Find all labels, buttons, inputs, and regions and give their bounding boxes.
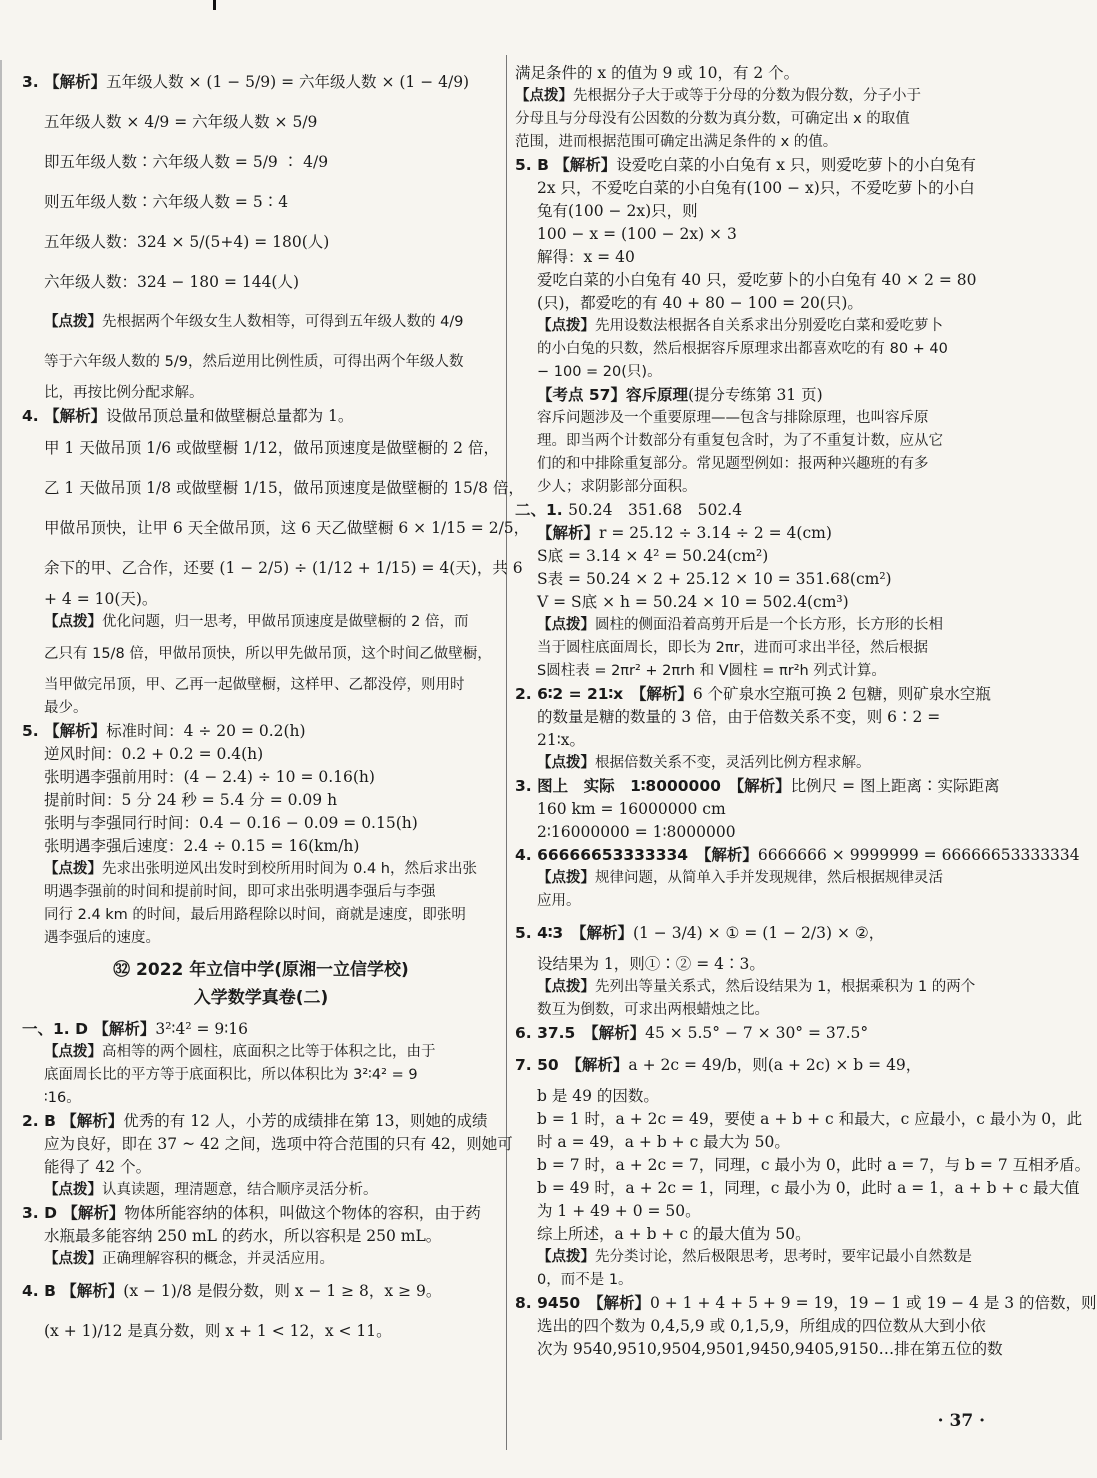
text-line [515,821,1001,844]
line-text: 容斥问题涉及一个重要原理——包含与排除原理，也叫容斥原 [537,410,929,426]
text-line [515,200,1001,223]
text-line [22,812,500,835]
answer-tag: 【点拨】 [515,88,573,104]
line-text: 满足条件的 x 的值为 9 或 10，有 2 个。 [515,64,800,82]
section-title-line-2: 入学数学真卷(二) [193,988,329,1008]
line-text: 设爱吃白菜的小白兔有 x 只，则爱吃萝卜的小白兔有 [616,156,976,174]
text-line [515,976,1001,999]
line-text: r = 25.12 ÷ 3.14 ÷ 2 = 4(cm) [599,524,832,542]
line-text: 提前时间：5 分 24 秒 = 5.4 分 = 0.09 h [44,791,338,809]
text-line [515,752,1001,775]
top-mark [213,0,216,10]
line-text: 优化问题，归一思考，甲做吊顶速度是做壁橱的 2 倍，而 [102,614,469,630]
text-line [22,743,500,766]
text-line [22,611,500,634]
answer-tag: 【点拨】 [537,318,595,334]
line-text: 认真读题，理清题意，结合顺序灵活分析。 [102,1182,378,1198]
line-text: 五年级人数 × 4/9 = 六年级人数 × 5/9 [44,113,318,131]
text-line [515,1045,1001,1085]
text-line [515,1200,1001,1223]
line-text: 们的和中排除重复部分。常见题型例如：报两种兴趣班的有多 [537,456,929,472]
text-line [515,798,1001,821]
answer-tag: B 【解析】 [537,156,617,174]
text-line [22,697,500,720]
text-line [515,246,1001,269]
line-text: 能得了 42 个。 [44,1158,152,1176]
answer-tag: 66666653333334 【解析】 [537,846,758,864]
text-line [22,508,530,548]
line-text: ∶16。 [44,1090,81,1106]
text-line [22,1202,500,1225]
line-text: 先根据分子大于或等于分母的分数为假分数，分子小于 [573,88,921,104]
text-line [515,292,1001,315]
line-text: 理。即当两个计数部分有重复包含时，为了不重复计数，应从它 [537,433,943,449]
line-text: 的数量是糖的数量的 3 倍，由于倍数关系不变，则 6∶2 = [537,708,941,726]
answer-tag: 【点拨】 [44,314,102,330]
line-text: 明遇李强前的时间和提前时间，即可求出张明遇李强后与李强 [44,884,436,900]
text-line [515,1292,1097,1315]
line-text: 50.24 351.68 502.4 [568,501,743,519]
text-line [22,1133,513,1156]
binding-edge [0,60,10,1440]
line-text: (x + 1)/12 是真分数，则 x + 1 < 12，x < 11。 [44,1322,392,1340]
line-text: b 是 49 的因数。 [537,1087,659,1105]
answer-tag: 【点拨】 [44,1251,102,1267]
section-title-line-1: ㉜ 2022 年立信中学(原湘一立信学校) [113,960,409,980]
line-text: 甲做吊顶快，让甲 6 天全做吊顶，这 6 天乙做壁橱 6 × 1/15 = 2/5， [44,519,530,537]
line-text: 物体所能容纳的体积，叫做这个物体的容积，由于药 [124,1204,481,1222]
line-text: 水瓶最多能容纳 250 mL 的药水，所以容积是 250 mL。 [44,1227,442,1245]
left-answers-exam [22,1018,513,1351]
text-line [515,867,1001,890]
line-text: 根据倍数关系不变，灵活列比例方程求解。 [595,755,871,771]
line-text: 等于六年级人数的 5/9，然后逆用比例性质，可得出两个年级人数 [44,354,464,370]
text-line [515,844,1080,867]
question-number: 3. [22,1204,45,1222]
line-text: 爱吃白菜的小白兔有 40 只，爱吃萝卜的小白兔有 40 × 2 = 80 [537,271,977,289]
answer-tag: 【解析】 [44,407,107,425]
line-text: + 4 = 10(天)。 [44,590,158,608]
line-text: (x − 1)/8 是假分数，则 x − 1 ≥ 8，x ≥ 9。 [123,1282,442,1300]
line-text: 规律问题，从简单入手并发现规律，然后根据规律灵活 [595,870,943,886]
answer-tag: B 【解析】 [44,1112,124,1130]
line-text: 当于圆柱底面周长，即长为 2πr，进而可求出半径，然后根据 [537,640,929,656]
text-line [515,1338,1001,1361]
text-line [22,674,500,697]
line-text: (提分专练第 31 页) [687,386,823,404]
line-text: 45 × 5.5° − 7 × 30° = 37.5° [645,1024,869,1042]
line-text: 比，再按比例分配求解。 [44,385,204,401]
answer-tag: 【点拨】 [537,755,595,771]
answer-tag: 【解析】 [44,73,107,91]
line-text: V = S底 × h = 50.24 × 10 = 502.4(cm³) [537,593,849,611]
text-line [22,1018,500,1041]
text-line [22,720,500,743]
text-line [515,62,1001,85]
line-text: 比例尺 = 图上距离∶实际距离 [790,777,1000,795]
text-line [22,927,500,950]
text-line [515,269,1001,292]
text-line [515,154,1001,177]
line-text: 160 km = 16000000 cm [537,800,726,818]
line-text: 先求出张明逆风出发时到校所用时间为 0.4 h，然后求出张 [102,861,477,877]
text-line [22,1110,500,1133]
text-line [515,591,1001,614]
line-text: 余下的甲、乙合作，还要 (1 − 2/5) ÷ (1/12 + 1/15) = 4(天)，共 6 [44,559,523,577]
question-number: 8. [515,1294,538,1312]
line-text: 21∶x。 [537,731,585,749]
line-text: 圆柱的侧面沿着高剪开后是一个长方形，长方形的长相 [595,617,943,633]
line-text: 则五年级人数∶六年级人数 = 5∶4 [44,193,289,211]
text-line [22,222,500,262]
right-column [515,62,1097,1361]
text-line [22,262,500,302]
text-line [515,660,1001,683]
answer-tag: 【点拨】 [44,1044,102,1060]
answer-tag: 【点拨】 [537,870,595,886]
text-line [22,1271,500,1311]
line-text: 2∶16000000 = 1∶8000000 [537,823,736,841]
answer-tag: D 【解析】 [44,1204,125,1222]
answer-tag: 【点拨】 [44,614,102,630]
left-column [22,62,530,1351]
line-text: 五年级人数：324 × 5/(5+4) = 180(人) [44,233,330,251]
text-line [22,789,500,812]
text-line [22,405,500,428]
line-text: 应为良好，即在 37 ~ 42 之间，选项中符合范围的只有 42，则她可 [44,1135,513,1153]
line-text: 设结果为 1，则①∶② = 4∶3。 [537,955,765,973]
answer-tag: 【点拨】 [537,979,595,995]
text-line [22,142,500,182]
line-text: S圆柱表 = 2πr² + 2πrh 和 V圆柱 = πr²h 列式计算。 [537,663,886,679]
question-number: 一、1. [22,1020,76,1038]
line-text: 甲 1 天做吊顶 1/6 或做壁橱 1/12，做吊顶速度是做壁橱的 2 倍， [44,439,499,457]
text-line [515,315,1001,338]
text-line [515,1223,1001,1246]
line-text: 最少。 [44,700,88,716]
line-text: 即五年级人数∶六年级人数 = 5/9 ∶ 4/9 [44,153,329,171]
line-text: 少人；求阴影部分面积。 [537,479,697,495]
line-text: 先用设数法根据各自关系求出分别爱吃白菜和爱吃萝卜 [595,318,943,334]
question-number: 3. [22,73,45,91]
question-number: 5. [515,924,538,942]
answer-tag: 50 【解析】 [537,1056,629,1074]
line-text: 的小白兔的只数，然后根据容斥原理求出都喜欢吃的有 80 + 40 [537,341,948,357]
line-text: 正确理解容积的概念，并灵活应用。 [102,1251,334,1267]
line-text: 先列出等量关系式，然后设结果为 1，根据乘积为 1 的两个 [595,979,976,995]
text-line [22,1225,500,1248]
answer-tag: B 【解析】 [44,1282,124,1300]
line-text: 数互为倒数，可求出两根蜡烛之比。 [537,1002,769,1018]
line-text: b = 49 时，a + 2c = 1，同理，c 最小为 0，此时 a = 1，a + b + c 最大值 [537,1179,1080,1197]
line-text: S表 = 50.24 × 2 + 25.12 × 10 = 351.68(cm²) [537,570,892,588]
answer-tag: 【点拨】 [44,861,102,877]
text-line [22,382,500,405]
text-line [515,545,1001,568]
text-line [515,1246,1001,1269]
page-number: · 37 · [937,1411,985,1431]
answer-tag: 【解析】 [44,722,107,740]
answer-tag: 【点拨】 [537,617,595,633]
line-text: 为 1 + 49 + 0 = 50。 [537,1202,701,1220]
text-line [515,430,1001,453]
text-line [515,338,1001,361]
text-line [22,835,500,858]
text-line [515,407,1001,430]
text-line [515,706,1001,729]
text-line [515,953,1001,976]
line-text: 乙 1 天做吊顶 1/8 或做壁橱 1/15，做吊顶速度是做壁橱的 15/8 倍， [44,479,524,497]
text-line [515,177,1001,200]
text-line [22,588,500,611]
answer-tag: 【点拨】 [537,1249,595,1265]
line-text: b = 7 时，a + 2c = 7，同理，c 最小为 0，此时 a = 7，与 b = 7 互相矛盾。 [537,1156,1091,1174]
line-text: 兔有(100 − 2x)只，则 [537,202,698,220]
text-line [22,62,500,102]
answer-tag: 37.5 【解析】 [537,1024,646,1042]
text-line [22,904,500,927]
line-text: 6 个矿泉水空瓶可换 2 包糖，则矿泉水空瓶 [692,685,991,703]
line-text: 遇李强后的速度。 [44,930,160,946]
answer-tag: 【解析】 [537,524,600,542]
answer-tag: D 【解析】 [75,1020,156,1038]
line-text: b = 1 时，a + 2c = 49，要使 a + b + c 和最大，c 应最小，c 最小为 0，此 [537,1110,1083,1128]
text-line [22,634,500,674]
line-text: 标准时间：4 ÷ 20 = 0.2(h) [106,722,306,740]
text-line [515,1085,1001,1108]
line-text: a + 2c = 49/b，则(a + 2c) × b = 49， [628,1056,922,1074]
text-line [515,499,1001,522]
question-number: 4. [515,846,538,864]
text-line [22,1311,500,1351]
line-text: (1 − 3/4) × ① = (1 − 2/3) × ②， [632,924,885,942]
text-line [515,108,1001,131]
line-text: 六年级人数：324 − 180 = 144(人) [44,273,300,291]
line-text: 高相等的两个圆柱，底面积之比等于体积之比，由于 [102,1044,436,1060]
line-text: 选出的四个数为 0,4,5,9 或 0,1,5,9，所组成的四位数从大到小依 [537,1317,986,1335]
text-line [515,1022,1001,1045]
line-text: 底面周长比的平方等于底面积比，所以体积比为 3²∶4² = 9 [44,1067,418,1083]
text-line [515,775,1001,798]
line-text: 当甲做完吊顶，甲、乙再一起做壁橱，这样甲、乙都没停，则用时 [44,677,465,693]
text-line [515,361,1001,384]
line-text: 范围，进而根据范围可确定出满足条件的 x 的值。 [515,134,838,150]
text-line [515,913,1001,953]
line-text: 逆风时间：0.2 + 0.2 = 0.4(h) [44,745,264,763]
text-line [22,881,500,904]
text-line [22,182,500,222]
line-text: 时 a = 49，a + b + c 最大为 50。 [537,1133,790,1151]
line-text: 综上所述，a + b + c 的最大值为 50。 [537,1225,811,1243]
text-line [515,614,1001,637]
text-line [515,637,1001,660]
text-line [515,1131,1001,1154]
line-text: − 100 = 20(只)。 [537,364,662,380]
text-line [22,1087,500,1110]
line-text: 乙只有 15/8 倍，甲做吊顶快，所以甲先做吊顶，这个时间乙做壁橱， [44,646,492,662]
text-line [515,384,1001,407]
text-line [515,999,1001,1022]
question-number: 二、1. [515,501,569,519]
question-number: 3. [515,777,538,795]
line-text: 优秀的有 12 人，小芳的成绩排在第 13，则她的成绩 [123,1112,488,1130]
text-line [22,428,500,468]
answer-tag: 6∶2 = 21∶x 【解析】 [537,685,693,703]
line-text: 先根据两个年级女生人数相等，可得到五年级人数的 4/9 [102,314,464,330]
text-line [22,102,500,142]
text-line [515,1108,1083,1131]
question-number: 4. [22,407,45,425]
text-line [22,1248,500,1271]
line-text: 五年级人数 × (1 − 5/9) = 六年级人数 × (1 − 4/9) [106,73,470,91]
line-text: (只)，都爱吃的有 40 + 80 − 100 = 20(只)。 [537,294,863,312]
answer-tag: 【点拨】 [44,1182,102,1198]
text-line [22,858,500,881]
question-number: 7. [515,1056,538,1074]
text-line [515,522,1001,545]
text-line [515,1177,1080,1200]
line-text: 张明与李强同行时间：0.4 − 0.16 − 0.09 = 0.15(h) [44,814,418,832]
text-line [515,1315,1001,1338]
question-number: 2. [515,685,538,703]
line-text: 张明遇李强前用时：(4 − 2.4) ÷ 10 = 0.16(h) [44,768,375,786]
line-text: 同行 2.4 km 的时间，最后用路程除以时间，商就是速度，即张明 [44,907,466,923]
line-text: 先分类讨论，然后极限思考，思考时，要牢记最小自然数是 [595,1249,972,1265]
text-line [515,568,1001,591]
answer-tag: 9450 【解析】 [537,1294,650,1312]
text-line [22,1179,500,1202]
line-text: 应用。 [537,893,581,909]
line-text: 解得：x = 40 [537,248,635,266]
text-line [22,548,523,588]
question-number: 2. [22,1112,45,1130]
text-line [22,342,500,382]
line-text: 分母且与分母没有公因数的分数为真分数，可确定出 x 的取值 [515,111,910,127]
text-line [515,85,1001,108]
answer-tag: 4∶3 【解析】 [537,924,633,942]
column-divider [506,55,507,1450]
text-line [515,1269,1001,1292]
line-text: 2x 只，不爱吃白菜的小白兔有(100 − x)只，不爱吃萝卜的小白 [537,179,975,197]
line-text: 设做吊顶总量和做壁橱总量都为 1。 [106,407,354,425]
line-text: 0，而不是 1。 [537,1272,633,1288]
text-line [515,1154,1091,1177]
text-line [515,453,1001,476]
left-answers [22,62,530,950]
line-text: 6666666 × 9999999 = 66666653333334 [757,846,1080,864]
text-line [22,302,500,342]
text-line [515,223,1001,246]
question-number: 6. [515,1024,538,1042]
text-line [22,1041,500,1064]
text-line [22,468,524,508]
line-text: 次为 9540,9510,9504,9501,9450,9405,9150…排在第五位的数 [537,1340,1003,1358]
line-text: 3²∶4² = 9∶16 [155,1020,248,1038]
text-line [515,729,1001,752]
line-text: 0 + 1 + 4 + 5 + 9 = 19，19 − 1 或 19 − 4 是 3 的倍数，则 [649,1294,1097,1312]
text-line [22,1064,500,1087]
text-line [515,131,1001,154]
line-text: S底 = 3.14 × 4² = 50.24(cm²) [537,547,769,565]
line-text: 张明遇李强后速度：2.4 ÷ 0.15 = 16(km/h) [44,837,360,855]
answer-tag: 图上 实际 1∶8000000 【解析】 [537,777,791,795]
question-number: 4. [22,1282,45,1300]
answer-tag: 【考点 57】容斥原理 [537,386,688,404]
text-line [515,476,1001,499]
question-number: 5. [515,156,538,174]
text-line [515,683,1001,706]
line-text: 100 − x = (100 − 2x) × 3 [537,225,737,243]
text-line [515,890,1001,913]
text-line [22,766,500,789]
question-number: 5. [22,722,45,740]
text-line [22,1156,500,1179]
